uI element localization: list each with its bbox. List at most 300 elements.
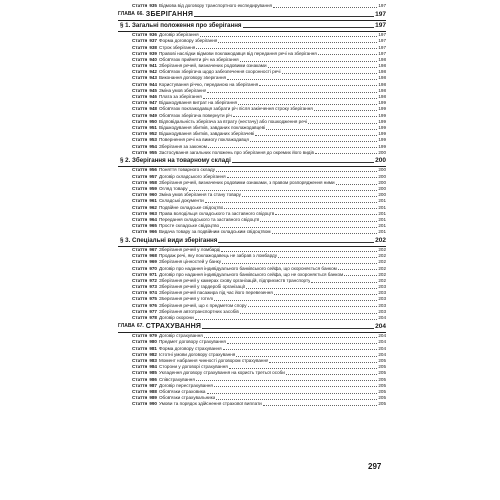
article-page: 204	[378, 339, 386, 345]
article-page: 201	[378, 229, 386, 235]
article-page: 199	[378, 143, 386, 149]
article-title: Обов'язок поклажодавця забрати річ після закінчення строку зберігання	[158, 106, 313, 112]
article-number: 967	[149, 247, 157, 252]
article-label: Стаття	[132, 333, 148, 339]
divider	[118, 20, 386, 21]
leader-dots	[220, 227, 377, 228]
article-label: Стаття	[132, 253, 148, 259]
article-number: 979	[149, 333, 157, 339]
article-number: 951	[149, 125, 157, 130]
leader-dots	[260, 221, 377, 222]
article-number: 955	[149, 149, 157, 155]
article-number: 972	[149, 277, 157, 283]
leader-dots	[214, 386, 377, 387]
article-page: 198	[378, 75, 386, 81]
article-title: Зберігання автотранспортних засобів	[158, 308, 239, 314]
article-title: Обов'язки страхувальника	[158, 395, 216, 401]
section-page: 197	[375, 21, 386, 29]
article-label: Стаття	[132, 345, 148, 351]
leader-dots	[246, 288, 377, 289]
article-label: Стаття	[132, 247, 148, 252]
article-page: 205	[378, 382, 386, 388]
leader-dots	[286, 374, 377, 375]
article-label: Стаття	[132, 106, 148, 112]
article-number: 961	[149, 198, 157, 204]
article-label: Стаття	[132, 210, 148, 216]
leader-dots	[205, 202, 378, 203]
leader-dots	[216, 171, 377, 172]
leader-dots	[196, 380, 378, 381]
article-number: 971	[149, 271, 157, 277]
leader-dots	[233, 116, 378, 117]
article-page: 203	[378, 296, 386, 302]
article-number: 973	[149, 284, 157, 290]
leader-dots	[266, 129, 377, 130]
article-page: 202	[378, 277, 386, 283]
article-label: Стаття	[132, 339, 148, 345]
article-page: 202	[378, 259, 386, 265]
article-label: Стаття	[132, 75, 148, 81]
leader-dots	[216, 399, 377, 400]
article-page: 203	[378, 290, 386, 296]
article-number: 958	[149, 179, 157, 185]
toc-article-row	[118, 229, 386, 235]
article-label: Стаття	[132, 401, 148, 407]
article-page: 200	[378, 179, 386, 185]
article-page: 200	[378, 192, 386, 198]
article-number: 974	[149, 290, 157, 296]
toc-section-row	[118, 237, 386, 246]
article-label: Стаття	[132, 395, 148, 401]
article-page: 198	[378, 63, 386, 69]
article-page: 201	[378, 210, 386, 216]
leader-dots	[315, 153, 377, 154]
leader-dots	[227, 177, 378, 178]
article-label: Стаття	[132, 100, 148, 106]
article-title: Виконання договору зберігання	[158, 75, 226, 81]
article-title: Складські документи	[158, 198, 204, 204]
article-label: Стаття	[132, 204, 148, 210]
article-title: Зберігання речей, що є предметом спору	[158, 302, 247, 308]
article-title: Просте складське свідоцтво	[158, 223, 220, 229]
leader-dots	[268, 67, 378, 68]
leader-dots	[269, 362, 377, 363]
toc-section-row	[118, 157, 386, 166]
article-number: 976	[149, 302, 157, 308]
article-page: 197	[378, 3, 386, 8]
article-page: 200	[378, 167, 386, 173]
article-title: Зберігання речей у ломбарді	[158, 247, 221, 252]
article-label: Стаття	[132, 143, 148, 149]
article-title: Договір про надання індивідуального банківського сейфа, що не охороняється банком	[158, 271, 344, 277]
article-label: Стаття	[132, 370, 148, 376]
article-title: Права володільця складського та заставного свідоцтв	[158, 210, 275, 216]
leader-dots	[238, 104, 377, 105]
article-page: 203	[378, 308, 386, 314]
leader-dots	[259, 85, 377, 86]
article-page: 199	[378, 131, 386, 137]
article-title: Зберігання речей у гардеробі організації	[158, 284, 245, 290]
article-title: Огляд товару	[158, 186, 188, 191]
article-label: Стаття	[132, 382, 148, 388]
article-number: 950	[149, 118, 157, 124]
leader-line	[218, 242, 374, 243]
article-title: Користування річчю, переданою на зберігання	[158, 81, 259, 87]
article-label: Стаття	[132, 198, 148, 204]
article-number: 969	[149, 259, 157, 265]
leader-dots	[208, 147, 377, 148]
article-number: 947	[149, 100, 157, 106]
leader-dots	[344, 275, 377, 276]
article-label: Стаття	[132, 87, 148, 93]
article-number: 983	[149, 358, 157, 363]
article-page: 198	[378, 94, 386, 100]
article-page: 202	[378, 271, 386, 277]
article-page: 204	[378, 315, 386, 321]
table-of-contents	[118, 3, 386, 408]
article-title: Обов'язок зберігача повернути річ	[158, 112, 232, 118]
article-number: 953	[149, 137, 157, 143]
article-label: Стаття	[132, 358, 148, 363]
leader-dots	[229, 368, 378, 369]
article-number: 954	[149, 143, 157, 149]
article-label: Стаття	[132, 50, 148, 56]
article-title: Предмет договору страхування	[158, 339, 226, 345]
article-number: 970	[149, 265, 157, 271]
article-page: 198	[378, 56, 386, 62]
article-title: Істотні умови договору страхування	[158, 351, 236, 357]
leader-dots	[242, 196, 377, 197]
article-title: Зберігання речей, визначених родовими ознаками, з правом розпорядження ними	[158, 179, 335, 185]
article-label: Стаття	[132, 44, 148, 50]
section-page: 200	[375, 156, 386, 164]
article-label: Стаття	[132, 315, 148, 321]
chapter-number: 67.	[136, 323, 144, 330]
toc-article-row	[118, 3, 386, 9]
article-title: Зміна умов зберігання	[158, 87, 207, 93]
article-label: Стаття	[132, 3, 148, 8]
article-title: Відшкодування збитків, завданих поклажодавцеві	[158, 125, 266, 130]
article-label: Стаття	[132, 112, 148, 118]
article-label: Стаття	[132, 186, 148, 191]
article-number: 985	[149, 370, 157, 376]
leader-dots	[318, 54, 378, 55]
article-label: Стаття	[132, 192, 148, 198]
article-number: 940	[149, 56, 157, 62]
article-page: 197	[378, 32, 386, 38]
article-page: 201	[378, 223, 386, 229]
article-label: Стаття	[132, 118, 148, 124]
article-title: Зберігання за законом	[158, 143, 207, 149]
article-number: 986	[149, 376, 157, 382]
article-number: 990	[149, 401, 157, 407]
article-number: 980	[149, 339, 157, 345]
article-page: 205	[378, 364, 386, 370]
article-title: Відшкодування збитків, завданих зберігачеві	[158, 131, 255, 137]
article-label: Стаття	[132, 32, 148, 38]
article-title: Форма договору страхування	[158, 345, 222, 351]
article-title: Співстрахування	[158, 376, 195, 382]
toc-chapter-row	[118, 10, 386, 19]
article-title: Повернення речі на вимогу поклажодавця	[158, 137, 249, 143]
leader-dots	[338, 269, 378, 270]
article-title: Договір зберігання	[158, 32, 199, 38]
article-number: 952	[149, 131, 157, 137]
article-number: 987	[149, 382, 157, 388]
toc-article-row	[118, 315, 386, 321]
article-label: Стаття	[132, 81, 148, 87]
article-page: 197	[378, 44, 386, 50]
article-label: Стаття	[132, 94, 148, 100]
leader-dots	[195, 319, 378, 320]
article-number: 949	[149, 112, 157, 118]
article-page: 201	[378, 216, 386, 222]
leader-dots	[227, 79, 377, 80]
leader-dots	[255, 135, 377, 136]
leader-dots	[189, 190, 378, 191]
article-title: Плата за зберігання	[158, 94, 202, 100]
article-number: 978	[149, 315, 157, 321]
article-label: Стаття	[132, 56, 148, 62]
article-title: Відмова від договору транспортного експедирування	[158, 3, 273, 8]
article-title: Умови та порядок здійснення страхової виплати	[158, 401, 262, 407]
leader-dots	[248, 306, 378, 307]
article-title: Договір про надання індивідуального банківського сейфа, що охороняється банком	[158, 265, 337, 271]
article-number: 981	[149, 345, 157, 351]
article-page: 197	[378, 50, 386, 56]
article-page: 205	[378, 395, 386, 401]
article-title: Правові наслідки відмови поклажодавця від передання речі на зберігання	[158, 50, 317, 56]
article-title: Момент набрання чинності договором страхування	[158, 358, 269, 363]
article-number: 966	[149, 229, 157, 235]
article-page: 204	[378, 345, 386, 351]
article-page: 205	[378, 401, 386, 407]
article-title: Укладення договору страхування на користь третьої особи	[158, 370, 285, 376]
leader-line	[243, 27, 375, 28]
article-number: 977	[149, 308, 157, 314]
article-number: 956	[149, 167, 157, 173]
article-label: Стаття	[132, 388, 148, 394]
leader-line	[202, 328, 374, 329]
article-page: 198	[378, 87, 386, 93]
toc-article-row	[118, 150, 386, 156]
article-title: Продаж речі, яку поклажодавець не забрав з ломбарду	[158, 253, 278, 259]
article-title: Відповідальність зберігача за втрату (нестачу) або пошкодження речі	[158, 118, 308, 124]
article-number: 939	[149, 50, 157, 56]
leader-dots	[223, 349, 378, 350]
article-title: Відшкодування витрат на зберігання	[158, 100, 238, 106]
leader-dots	[221, 251, 377, 252]
article-title: Зберігання речей, визначених родовими ознаками	[158, 63, 267, 69]
article-label: Стаття	[132, 69, 148, 75]
leader-dots	[227, 343, 377, 344]
article-label: Стаття	[132, 302, 148, 308]
article-page: 205	[378, 358, 386, 363]
article-number: 945	[149, 87, 157, 93]
leader-dots	[240, 313, 378, 314]
article-label: Стаття	[132, 376, 148, 382]
leader-dots	[275, 214, 377, 215]
article-number: 963	[149, 210, 157, 216]
leader-dots	[203, 98, 378, 99]
article-label: Стаття	[132, 179, 148, 185]
section-title: § 1. Загальні положення про зберігання	[120, 21, 242, 29]
article-title: Подвійне складське свідоцтво	[158, 204, 224, 210]
article-page: 202	[378, 253, 386, 259]
article-label: Стаття	[132, 284, 148, 290]
article-page: 204	[378, 333, 386, 339]
article-page: 199	[378, 125, 386, 130]
article-page: 205	[378, 388, 386, 394]
article-page: 199	[378, 106, 386, 112]
article-page: 205	[378, 370, 386, 376]
article-label: Стаття	[132, 216, 148, 222]
leader-dots	[196, 48, 377, 49]
article-number: 989	[149, 395, 157, 401]
article-label: Стаття	[132, 364, 148, 370]
leader-dots	[222, 263, 377, 264]
article-number: 946	[149, 94, 157, 100]
leader-dots	[314, 110, 378, 111]
leader-dots	[336, 184, 378, 185]
article-page: 199	[378, 137, 386, 143]
article-number: 948	[149, 106, 157, 112]
article-number: 938	[149, 44, 157, 50]
article-page: 197	[378, 38, 386, 44]
article-number: 965	[149, 223, 157, 229]
article-title: Сторони у договорі страхування	[158, 364, 228, 370]
article-label: Стаття	[132, 137, 148, 143]
article-number: 988	[149, 388, 157, 394]
article-label: Стаття	[132, 308, 148, 314]
article-title: Видача товару за подвійним складським свідоцтвом	[158, 229, 271, 235]
article-page: 203	[378, 302, 386, 308]
article-title: Договір охорони	[158, 315, 194, 321]
article-page: 202	[378, 265, 386, 271]
article-label: Стаття	[132, 149, 148, 155]
article-page: 199	[378, 112, 386, 118]
article-title: Договір перестрахування	[158, 382, 213, 388]
article-title: Обов'язок прийняти річ на зберігання	[158, 56, 239, 62]
article-title: Договір страхування	[158, 333, 203, 339]
chapter-label: ГЛАВА	[118, 323, 135, 330]
leader-line	[194, 16, 374, 17]
leader-dots	[224, 208, 377, 209]
article-number: 941	[149, 63, 157, 69]
article-number: 943	[149, 75, 157, 81]
article-label: Стаття	[132, 38, 148, 44]
article-label: Стаття	[132, 229, 148, 235]
article-number: 984	[149, 364, 157, 370]
leader-line	[232, 162, 374, 163]
article-page: 200	[378, 173, 386, 179]
article-number: 962	[149, 204, 157, 210]
section-page: 202	[375, 236, 386, 244]
article-number: 959	[149, 186, 157, 191]
article-page: 200	[378, 149, 386, 155]
chapter-title: СТРАХУВАННЯ	[145, 323, 202, 331]
article-page: 204	[378, 351, 386, 357]
article-title: Зберігання цінностей у банку	[158, 259, 222, 265]
article-number: 968	[149, 253, 157, 259]
article-number: 964	[149, 216, 157, 222]
article-title: Застосування загальних положень про зберігання до окремих його видів	[158, 149, 314, 155]
article-number: 957	[149, 173, 157, 179]
leader-dots	[207, 92, 377, 93]
article-title: Поняття товарного складу	[158, 167, 216, 173]
leader-dots	[263, 405, 378, 406]
article-label: Стаття	[132, 290, 148, 296]
article-page: 202	[378, 247, 386, 252]
article-title: Зберігання речей у камерах схову організацій, підприємств транспорту	[158, 277, 311, 283]
article-number: 936	[149, 32, 157, 38]
article-page: 199	[378, 100, 386, 106]
leader-dots	[204, 337, 378, 338]
article-number: 937	[149, 38, 157, 44]
article-title: Форма договору зберігання	[158, 38, 218, 44]
article-title: Зберігання речей у готелі	[158, 296, 213, 302]
article-title: Обов'язки страховика	[158, 388, 206, 394]
article-label: Стаття	[132, 63, 148, 69]
page-number: 297	[368, 462, 382, 471]
article-title: Передання складського та заставного свідоцтв	[158, 216, 260, 222]
chapter-number: 66.	[136, 11, 144, 18]
article-page: 200	[378, 186, 386, 191]
article-label: Стаття	[132, 223, 148, 229]
chapter-label: ГЛАВА	[118, 11, 135, 18]
article-label: Стаття	[132, 296, 148, 302]
article-label: Стаття	[132, 125, 148, 130]
toc-section-row	[118, 22, 386, 31]
toc-chapter-row	[118, 322, 386, 331]
leader-dots	[282, 73, 378, 74]
leader-dots	[274, 294, 378, 295]
leader-dots	[214, 300, 377, 301]
leader-dots	[250, 141, 377, 142]
article-page: 199	[378, 118, 386, 124]
article-page: 203	[378, 284, 386, 290]
section-title: § 2. Зберігання на товарному складі	[120, 156, 231, 164]
article-number: 935	[149, 3, 157, 8]
article-label: Стаття	[132, 351, 148, 357]
article-number: 975	[149, 296, 157, 302]
leader-dots	[278, 257, 377, 258]
article-page: 205	[378, 376, 386, 382]
chapter-page: 197	[375, 11, 386, 19]
article-number: 960	[149, 192, 157, 198]
article-number: 942	[149, 69, 157, 75]
leader-dots	[240, 61, 378, 62]
article-page: 198	[378, 69, 386, 75]
leader-dots	[273, 7, 377, 8]
article-label: Стаття	[132, 131, 148, 137]
article-title: Зміна умов зберігання та стану товару	[158, 192, 241, 198]
article-label: Стаття	[132, 277, 148, 283]
article-number: 982	[149, 351, 157, 357]
leader-dots	[272, 233, 378, 234]
article-title: Зберігання речей пасажира під час його перевезення	[158, 290, 273, 296]
article-title: Обов'язок зберігача щодо забезпечення схоронності речі	[158, 69, 281, 75]
article-label: Стаття	[132, 259, 148, 265]
leader-dots	[236, 356, 377, 357]
leader-dots	[207, 393, 378, 394]
leader-dots	[200, 36, 378, 37]
section-title: § 3. Спеціальні види зберігання	[120, 236, 218, 244]
article-label: Стаття	[132, 271, 148, 277]
article-label: Стаття	[132, 167, 148, 173]
article-page: 198	[378, 81, 386, 87]
leader-dots	[218, 42, 377, 43]
